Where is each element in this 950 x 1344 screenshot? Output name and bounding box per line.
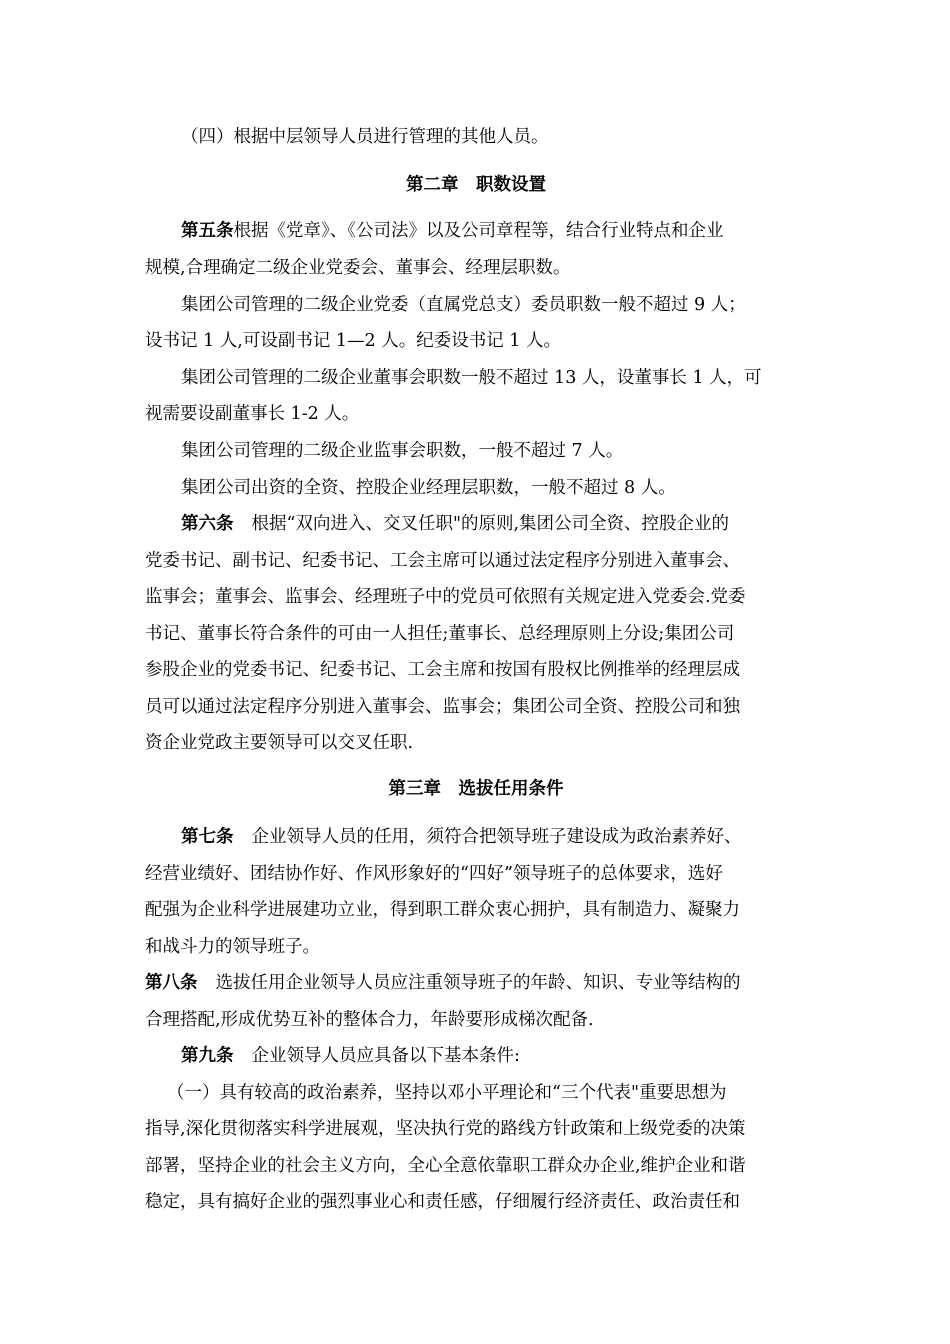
paragraph-line: 书记、董事长符合条件的可由一人担任;董事长、总经理原则上分设;集团公司: [145, 624, 735, 644]
article-6-line: [145, 509, 807, 539]
article-text: 企业领导人员的任用，须符合把领导班子建设成为政治素养好、: [251, 827, 742, 847]
article-label: 第六条: [181, 514, 234, 534]
article-5-line: [145, 216, 807, 246]
paragraph-line: 集团公司管理的二级企业党委（直属党总支）委员职数一般不超过 9 人；: [181, 295, 746, 315]
paragraph-line: 员可以通过法定程序分别进入董事会、监事会；集团公司全资、控股公司和独: [145, 697, 740, 717]
paragraph-line: 和战斗力的领导班子。: [145, 937, 320, 957]
paragraph-line: 经营业绩好、团结协作好、作风形象好的“四好”领导班子的总体要求，选好: [145, 864, 723, 884]
paragraph-line: （四）根据中层领导人员进行管理的其他人员。: [181, 127, 549, 147]
paragraph-line: 稳定，具有搞好企业的强烈事业心和责任感，仔细履行经济责任、政治责任和: [145, 1192, 740, 1212]
article-text: 根据《党章》、《公司法》以及公司章程等，结合行业特点和企业: [233, 221, 724, 241]
paragraph-line: 参股企业的党委书记、纪委书记、工会主席和按国有股权比例推举的经理层成: [145, 660, 740, 680]
article-label: 第七条: [181, 827, 234, 847]
article-text: 选拔任用企业领导人员应注重领导班子的年龄、知识、专业等结构的: [215, 973, 741, 993]
paragraph-line: 合理搭配,形成优势互补的整体合力，年龄要形成梯次配备.: [145, 1010, 594, 1030]
article-text: 企业领导人员应具备以下基本条件:: [251, 1046, 520, 1066]
paragraph-line: 配强为企业科学进展建功立业，得到职工群众衷心拥护，具有制造力、凝聚力: [145, 900, 740, 920]
paragraph-line: 党委书记、副书记、纪委书记、工会主席可以通过法定程序分别进入董事会、: [145, 551, 740, 571]
paragraph-line: 部署，坚持企业的社会主义方向，全心全意依靠职工群众办企业,维护企业和谐: [145, 1156, 746, 1176]
paragraph-line: 指导,深化贯彻落实科学进展观，坚决执行党的路线方针政策和上级党委的决策: [145, 1119, 746, 1139]
paragraph-line: 集团公司出资的全资、控股企业经理层职数，一般不超过 8 人。: [181, 478, 676, 498]
paragraph-line: 视需要设副董事长 1-2 人。: [145, 404, 360, 424]
paragraph-line: 规模,合理确定二级企业党委会、董事会、经理层职数。: [145, 258, 571, 278]
article-label: 第五条: [181, 221, 234, 241]
paragraph-line: 集团公司管理的二级企业监事会职数，一般不超过 7 人。: [181, 441, 624, 461]
article-text: 根据“双向进入、交叉任职"的原则,集团公司全资、控股企业的: [251, 514, 730, 534]
paragraph-line: 集团公司管理的二级企业董事会职数一般不超过 13 人，设董事长 1 人，可: [181, 368, 762, 388]
document-page: [145, 0, 807, 1344]
chapter-heading-2: 第二章 职数设置: [406, 175, 546, 195]
article-label: 第九条: [181, 1046, 234, 1066]
article-9-line: [145, 1041, 807, 1071]
paragraph-line: 监事会；董事会、监事会、经理班子中的党员可依照有关规定进入党委会.党委: [145, 587, 746, 607]
paragraph-line: 设书记 1 人,可设副书记 1—2 人。纪委设书记 1 人。: [145, 331, 561, 351]
paragraph-line: 资企业党政主要领导可以交叉任职.: [145, 733, 414, 753]
chapter-heading-3: 第三章 选拔任用条件: [388, 779, 564, 799]
article-8-line: [145, 968, 807, 998]
paragraph-line: （一）具有较高的政治素养，坚持以邓小平理论和“三个代表"重要思想为: [167, 1083, 727, 1103]
article-label: 第八条: [145, 973, 198, 993]
article-7-line: [145, 822, 807, 852]
